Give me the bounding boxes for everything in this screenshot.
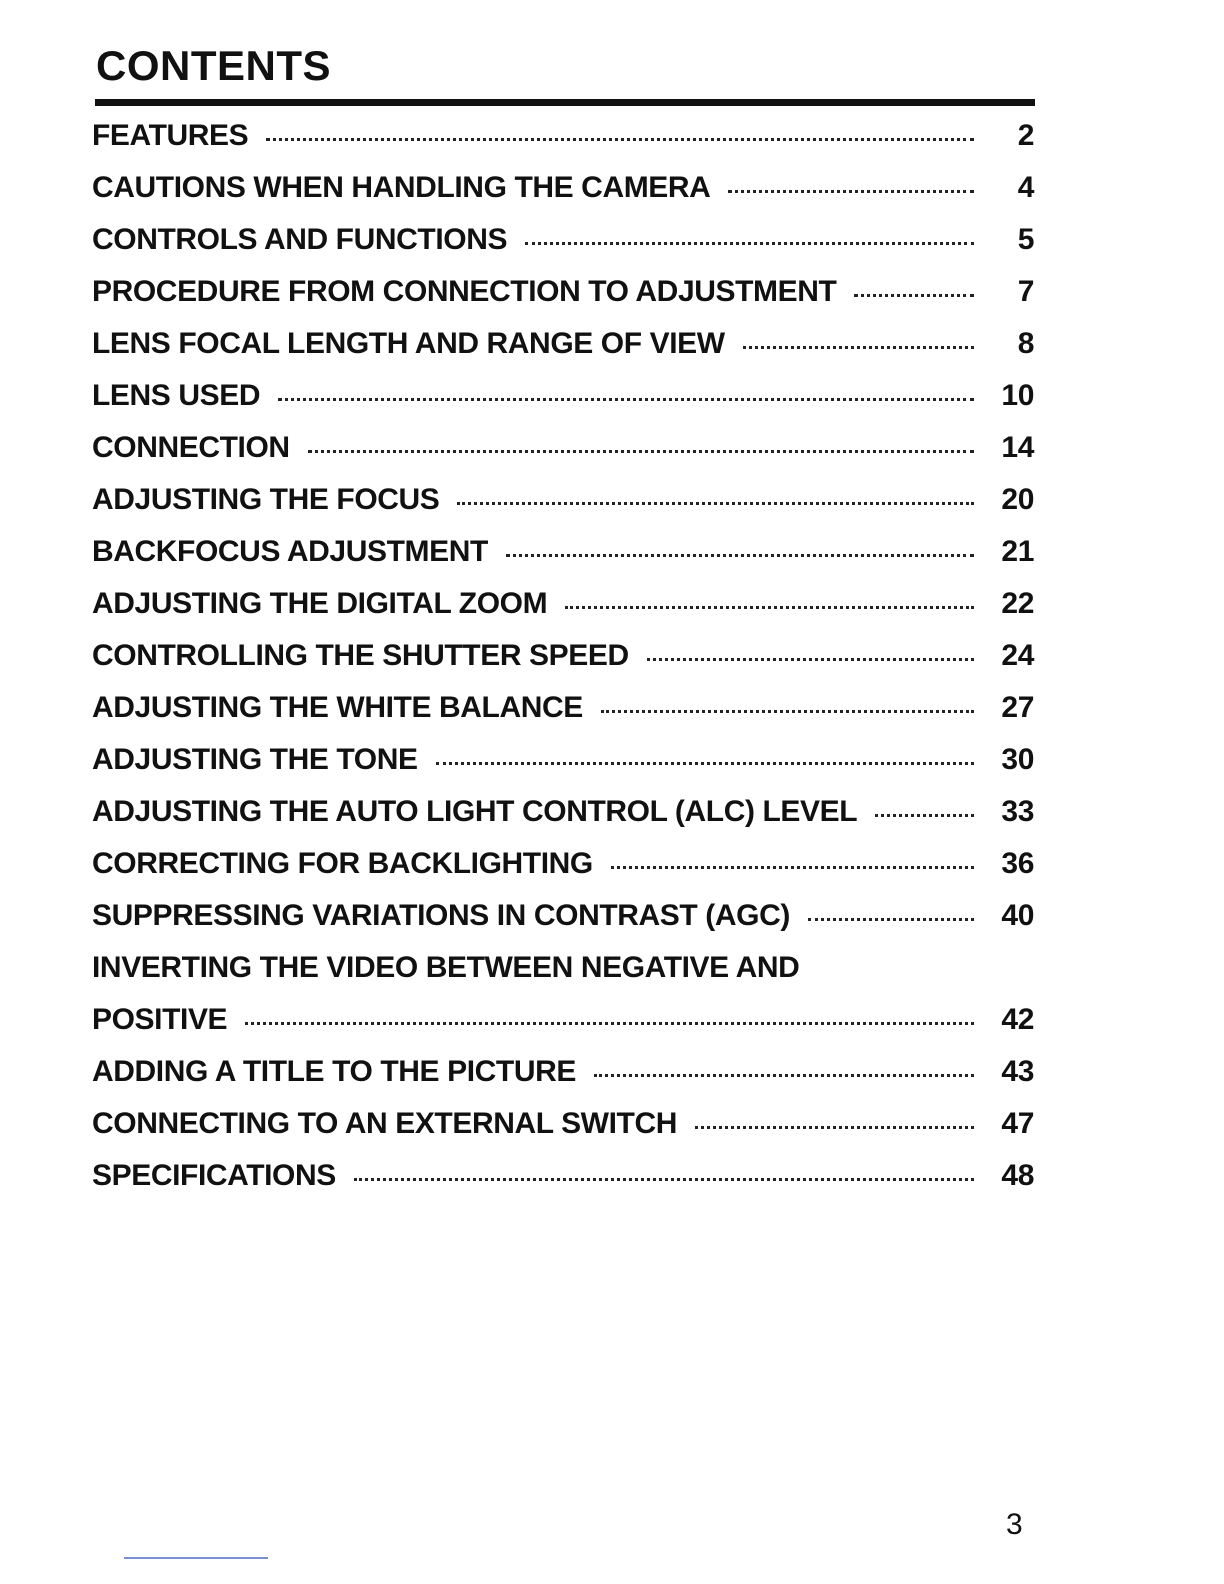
toc-entry-label: CONTROLS AND FUNCTIONS — [92, 223, 508, 256]
toc-entry-label: CONNECTING TO AN EXTERNAL SWITCH — [92, 1107, 677, 1140]
dot-leader — [647, 658, 974, 661]
toc-entry-page: 43 — [1001, 1055, 1034, 1088]
toc-entry-page: 40 — [1001, 899, 1034, 932]
table-of-contents — [92, 110, 1034, 1202]
dot-leader — [743, 346, 974, 349]
toc-entry-external-switch[interactable] — [92, 1098, 1034, 1150]
toc-entry-page: 2 — [1017, 119, 1034, 152]
toc-entry-backlighting[interactable] — [92, 838, 1034, 890]
toc-entry-label: ADDING A TITLE TO THE PICTURE — [92, 1055, 576, 1088]
toc-entry-label: PROCEDURE FROM CONNECTION TO ADJUSTMENT — [92, 275, 837, 308]
toc-entry-label: ADJUSTING THE TONE — [92, 743, 418, 776]
page-number: 3 — [1006, 1508, 1023, 1541]
dot-leader — [245, 1022, 974, 1025]
toc-entry-label: ADJUSTING THE AUTO LIGHT CONTROL (ALC) LEVEL — [92, 795, 858, 828]
toc-entry-white-balance[interactable] — [92, 682, 1034, 734]
dot-leader — [601, 710, 974, 713]
toc-entry-page: 22 — [1001, 587, 1034, 620]
toc-entry-label: BACKFOCUS ADJUSTMENT — [92, 535, 488, 568]
toc-entry-page: 27 — [1001, 691, 1034, 724]
toc-entry-focus[interactable] — [92, 474, 1034, 526]
toc-entry-label: CONNECTION — [92, 431, 290, 464]
toc-entry-label: SUPPRESSING VARIATIONS IN CONTRAST (AGC) — [92, 899, 790, 932]
toc-entry-features[interactable] — [92, 110, 1034, 162]
toc-entry-page: 47 — [1001, 1107, 1034, 1140]
toc-entry-page: 10 — [1001, 379, 1034, 412]
dot-leader — [875, 814, 974, 817]
toc-entry-label: INVERTING THE VIDEO BETWEEN NEGATIVE AND — [92, 951, 800, 984]
toc-entry-lens-used[interactable] — [92, 370, 1034, 422]
toc-entry-label: LENS USED — [92, 379, 261, 412]
toc-entry-label: LENS FOCAL LENGTH AND RANGE OF VIEW — [92, 327, 725, 360]
dot-leader — [457, 502, 974, 505]
toc-entry-label: ADJUSTING THE DIGITAL ZOOM — [92, 587, 548, 620]
toc-entry-label: CAUTIONS WHEN HANDLING THE CAMERA — [92, 171, 711, 204]
toc-entry-title[interactable] — [92, 1046, 1034, 1098]
toc-entry-label: CORRECTING FOR BACKLIGHTING — [92, 847, 593, 880]
dot-leader — [565, 606, 974, 609]
dot-leader — [278, 398, 974, 401]
toc-entry-page: 30 — [1001, 743, 1034, 776]
toc-entry-page: 36 — [1001, 847, 1034, 880]
toc-entry-positive[interactable] — [92, 994, 1034, 1046]
toc-entry-label: ADJUSTING THE FOCUS — [92, 483, 440, 516]
toc-entry-page: 8 — [1017, 327, 1034, 360]
dot-leader — [695, 1126, 974, 1129]
toc-entry-page: 7 — [1017, 275, 1034, 308]
toc-entry-tone[interactable] — [92, 734, 1034, 786]
toc-entry-page: 42 — [1001, 1003, 1034, 1036]
toc-entry-page: 20 — [1001, 483, 1034, 516]
dot-leader — [854, 294, 974, 297]
toc-entry-page: 14 — [1001, 431, 1034, 464]
toc-entry-label: SPECIFICATIONS — [92, 1159, 336, 1192]
toc-entry-label: FEATURES — [92, 119, 249, 152]
toc-entry-digital-zoom[interactable] — [92, 578, 1034, 630]
toc-entry-page: 24 — [1001, 639, 1034, 672]
toc-entry-page: 33 — [1001, 795, 1034, 828]
dot-leader — [506, 554, 974, 557]
toc-entry-alc-level[interactable] — [92, 786, 1034, 838]
dot-leader — [808, 918, 974, 921]
toc-entry-agc[interactable] — [92, 890, 1034, 942]
toc-entry-label: ADJUSTING THE WHITE BALANCE — [92, 691, 583, 724]
title-divider — [95, 99, 1035, 106]
toc-entry-cautions[interactable] — [92, 162, 1034, 214]
toc-entry-label: POSITIVE — [92, 1003, 228, 1036]
toc-entry-page: 48 — [1001, 1159, 1034, 1192]
dot-leader — [436, 762, 974, 765]
toc-entry-page: 4 — [1017, 171, 1034, 204]
toc-entry-controls[interactable] — [92, 214, 1034, 266]
toc-entry-page: 21 — [1001, 535, 1034, 568]
dot-leader — [308, 450, 974, 453]
toc-entry-label: CONTROLLING THE SHUTTER SPEED — [92, 639, 629, 672]
dot-leader — [594, 1074, 974, 1077]
toc-entry-inverting-video[interactable] — [92, 942, 1034, 994]
toc-entry-lens-focal-length[interactable] — [92, 318, 1034, 370]
toc-entry-shutter-speed[interactable] — [92, 630, 1034, 682]
dot-leader — [728, 190, 974, 193]
dot-leader — [525, 242, 974, 245]
scan-artifact-line — [124, 1557, 268, 1559]
dot-leader — [266, 138, 974, 141]
toc-entry-connection[interactable] — [92, 422, 1034, 474]
page-title: CONTENTS — [96, 42, 331, 89]
toc-entry-procedure[interactable] — [92, 266, 1034, 318]
toc-entry-page: 5 — [1017, 223, 1034, 256]
toc-entry-specifications[interactable] — [92, 1150, 1034, 1202]
dot-leader — [611, 866, 974, 869]
dot-leader — [354, 1178, 974, 1181]
toc-entry-backfocus[interactable] — [92, 526, 1034, 578]
